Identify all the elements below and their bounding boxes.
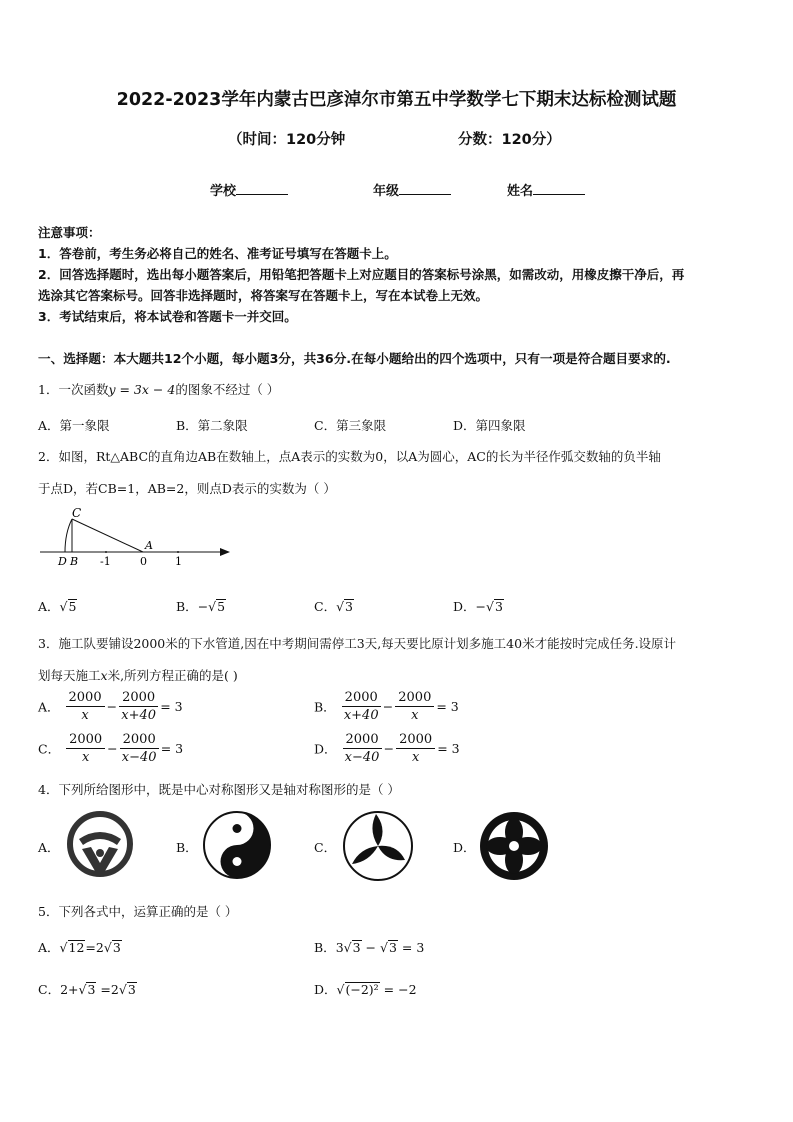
q1-option-b[interactable]: B．第二象限	[176, 418, 248, 433]
q4-option-b-label[interactable]: B．	[176, 840, 198, 855]
number-line-figure	[38, 505, 238, 573]
q4-option-d-label[interactable]: D．	[453, 840, 476, 855]
school-field: 学校	[210, 180, 288, 199]
label-a: A	[145, 539, 153, 552]
note-item: 选涂其它答案标号。回答非选择题时，将答案写在答题卡上，写在本试卷上无效。	[38, 288, 489, 303]
label-c: C	[72, 506, 82, 520]
q5-option-d[interactable]: D．√(−2)² = −2	[314, 982, 417, 997]
q3-option-b[interactable]: B． $\frac{2000}{x+40}$ − $\frac{2000}{x}$ = 3	[314, 690, 459, 723]
notes-heading: 注意事项：	[38, 225, 101, 240]
q5-option-b[interactable]: B．3√3 − √3 = 3	[314, 940, 425, 955]
question-3-cont: 划每天施工x米,所列方程正确的是( )	[38, 668, 238, 683]
exam-time: （时间：120分钟	[228, 132, 346, 148]
page-title: 2022-2023学年内蒙古巴彦淖尔市第五中学数学七下期末达标检测试题	[116, 90, 677, 110]
logo-symbol-icon	[67, 811, 133, 877]
section-heading: 一、选择题：本大题共12个小题，每小题3分，共36分.在每小题给出的四个选项中，只有一项是符合题目要求的.	[38, 351, 671, 366]
name-field: 姓名	[507, 180, 585, 199]
label-d: D	[58, 555, 67, 568]
label-b: B	[70, 555, 79, 568]
q3-option-d[interactable]: D． $\frac{2000}{x-40}$ − $\frac{2000}{x}$ = 3	[314, 732, 460, 765]
three-blade-icon	[342, 810, 414, 882]
q2-option-a[interactable]: A．√5	[38, 599, 77, 614]
q1-option-c[interactable]: C．第三象限	[314, 418, 387, 433]
note-item: 1．答卷前，考生务必将自己的姓名、准考证号填写在答题卡上。	[38, 246, 397, 261]
question-2-cont: 于点D，若CB=1，AB=2，则点D表示的实数为（ ）	[38, 481, 336, 496]
exam-score: 分数：120分）	[458, 132, 561, 148]
q1-option-d[interactable]: D．第四象限	[453, 418, 526, 433]
q4-option-c-label[interactable]: C．	[314, 840, 337, 855]
note-item: 3．考试结束后，将本试卷和答题卡一并交回。	[38, 309, 297, 324]
q5-option-c[interactable]: C．2+√3 =2√3	[38, 982, 136, 997]
tick-neg1: -1	[100, 555, 111, 568]
q3-option-c[interactable]: C． $\frac{2000}{x}$ − $\frac{2000}{x-40}$ = 3	[38, 732, 184, 765]
note-item: 2．回答选择题时，选出每小题答案后，用铅笔把答题卡上对应题目的答案标号涂黑，如需改动，用橡皮擦干净后，再	[38, 267, 685, 282]
tick-0: 0	[140, 555, 147, 568]
yin-yang-icon	[202, 810, 272, 880]
question-5: 5．下列各式中，运算正确的是（ ）	[38, 904, 238, 919]
four-petal-icon	[478, 810, 550, 882]
tick-1: 1	[175, 555, 182, 568]
q5-option-a[interactable]: A．√12=2√3	[38, 940, 121, 955]
q3-option-a[interactable]: A． $\frac{2000}{x}$ − $\frac{2000}{x+40}$ = 3	[38, 690, 183, 723]
grade-field: 年级	[373, 180, 451, 199]
question-4: 4．下列所给图形中，既是中心对称图形又是轴对称图形的是（ ）	[38, 782, 400, 797]
question-2: 2．如图，Rt△ABC的直角边AB在数轴上，点A表示的实数为0，以A为圆心，AC的长为半径作弧交数轴的负半轴	[38, 449, 661, 464]
q2-option-b[interactable]: B．−√5	[176, 599, 226, 614]
question-3: 3．施工队要铺设2000米的下水管道,因在中考期间需停工3天,每天要比原计划多施工40米才能按时完成任务.设原计	[38, 636, 677, 651]
q2-option-c[interactable]: C．√3	[314, 599, 353, 614]
q1-option-a[interactable]: A．第一象限	[38, 418, 110, 433]
q4-option-a-label[interactable]: A．	[38, 840, 60, 855]
question-1: 1．一次函数y = 3x − 4的图象不经过（ ）	[38, 382, 280, 397]
q2-option-d[interactable]: D．−√3	[453, 599, 503, 614]
